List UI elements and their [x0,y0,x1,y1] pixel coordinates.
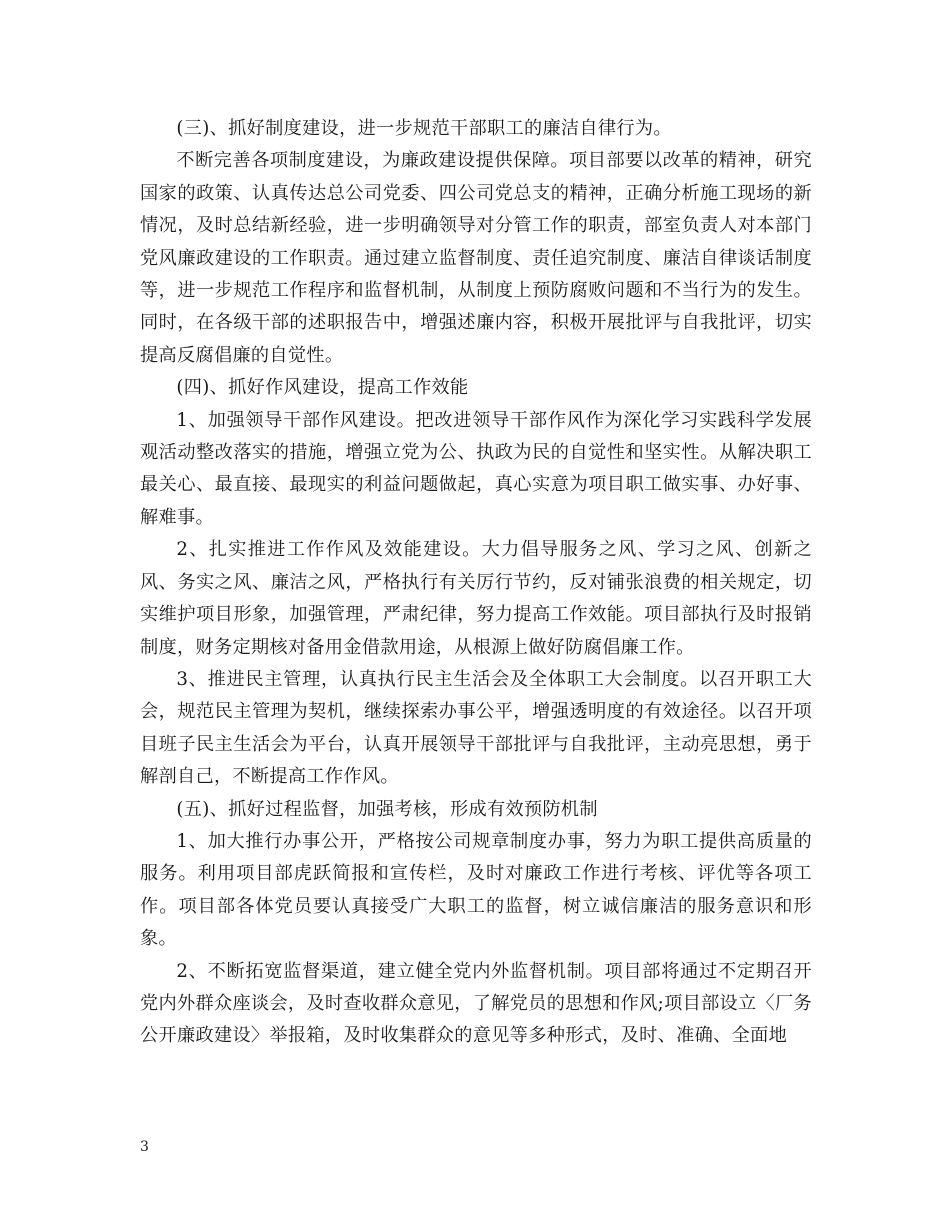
paragraph: 2、扎实推进工作作风及效能建设。大力倡导服务之风、学习之风、创新之风、务实之风、廉洁之风，严格执行有关厉行节约，反对铺张浪费的相关规定，切实维护项目形象，加强管理，严肃纪律，努力提高工作效能。项目部执行及时报销制度，财务定期核对备用金借款用途，从根源上做好防腐倡廉工作。 [140,539,812,658]
page-number: 3 [140,1139,149,1155]
paragraph: 1、加强领导干部作风建设。把改进领导干部作风作为深化学习实践科学发展观活动整改落实的措施，增强立党为公、执政为民的自觉性和坚实性。从解决职工最关心、最直接、最现实的利益问题做起，真心实意为项目职工做实事、办好事、解难事。 [140,409,812,528]
body-text [140,113,812,1053]
heading-section-4: (四)、抓好作风建设，提高工作效能 [176,377,469,399]
paragraph: 1、加大推行办事公开，严格按公司规章制度办事，努力为职工提供高质量的服务。利用项目部虎跃简报和宣传栏，及时对廉政工作进行考核、评优等各项工作。项目部各体党员要认真接受广大职工的监督，树立诚信廉洁的服务意识和形象。 [140,830,812,950]
paragraph: 3、推进民主管理，认真执行民主生活会及全体职工大会制度。以召开职工大会，规范民主管理为契机，继续探索办事公平，增强透明度的有效途径。以召开项目班子民主生活会为平台，认真开展领导干部批评与自我批评，主动亮思想，勇于解剖自己，不断提高工作作风。 [140,668,812,788]
heading-section-5: (五)、抓好过程监督，加强考核，形成有效预防机制 [176,798,598,820]
paragraph: 2、不断拓宽监督渠道，建立健全党内外监督机制。项目部将通过不定期召开党内外群众座谈会，及时查收群众意见，了解党员的思想和作风;项目部设立〈厂务公开廉政建设〉举报箱，及时收集群众的意见等多种形式，及时、准确、全面地 [140,960,812,1047]
paragraph: 不断完善各项制度建设，为廉政建设提供保障。项目部要以改革的精神，研究国家的政策、认真传达总公司党委、四公司党总支的精神，正确分析施工现场的新情况，及时总结新经验，进一步明确领导对分管工作的职责，部室负责人对本部门党风廉政建设的工作职责。通过建立监督制度、责任追究制度、廉洁自律谈话制度等，进一步规范工作程序和监督机制，从制度上预防腐败问题和不当行为的发生。同时，在各级干部的述职报告中，增强述廉内容，积极开展批评与自我批评，切实提高反腐倡廉的自觉性。 [140,150,812,366]
heading-section-3: (三)、抓好制度建设，进一步规范干部职工的廉洁自律行为。 [176,118,672,139]
